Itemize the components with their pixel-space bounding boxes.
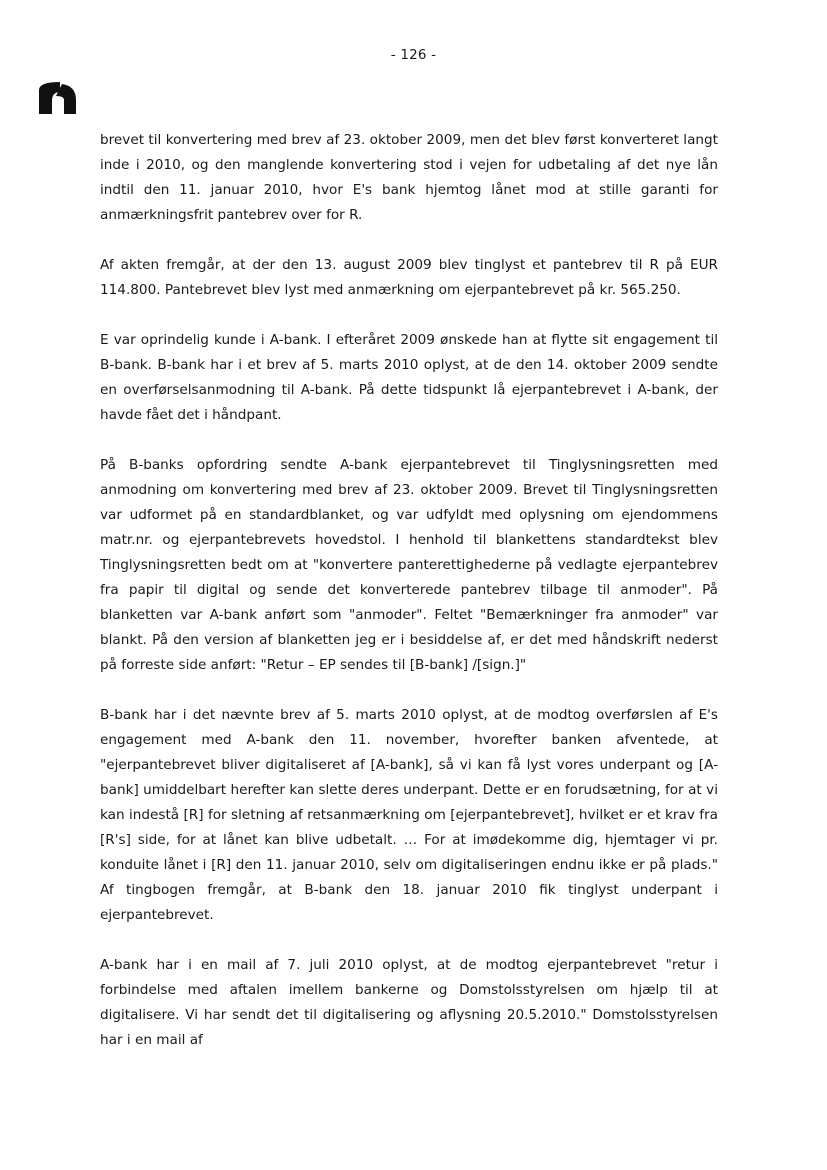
paragraph: A-bank har i en mail af 7. juli 2010 oplyst, at de modtog ejerpantebrevet "retur i forbindelse med aftalen imellem bankerne og Domstolsstyrelsen om hjælp til at digitalisere. Vi har sendt det til digitalisering og aflysning 20.5.2010." Domstolsstyrelsen har i en mail af bbox=[100, 957, 718, 1048]
page-number: - 126 - bbox=[390, 47, 437, 63]
paragraph: På B-banks opfordring sendte A-bank ejerpantebrevet til Tinglysningsretten med anmodning om konvertering med brev af 23. oktober 2009. Brevet til Tinglysningsretten var udformet på en standardblanket, og var udfyldt med oplysning om ejendommens matr.nr. og ejerpantebrevets hovedstol. I henhold til blankettens standardtekst blev Tinglysningsretten bedt om at "konvertere panterettighederne på vedlagte ejerpantebrev fra papir til digital og sende det konverterede pantebrev tilbage til anmoder". På blanketten var A-bank anført som "anmoder". Feltet "Bemærkninger fra anmoder" var blankt. På den version af blanketten jeg er i besiddelse af, er det med håndskrift nederst på forreste side anført: "Retur – EP sendes til [B-bank] /[sign.]" bbox=[100, 457, 718, 673]
body-text bbox=[100, 128, 718, 1053]
paragraph: brevet til konvertering med brev af 23. oktober 2009, men det blev først konverteret langt inde i 2010, og den manglende konvertering stod i vejen for udbetaling af det nye lån indtil den 11. januar 2010, hvor E's bank hjemtog lånet mod at stille garanti for anmærkningsfrit pantebrev over for R. bbox=[100, 132, 718, 223]
paragraph: Af akten fremgår, at der den 13. august 2009 blev tinglyst et pantebrev til R på EUR 114.800. Pantebrevet blev lyst med anmærkning om ejerpantebrevet på kr. 565.250. bbox=[100, 257, 718, 298]
paragraph: B-bank har i det nævnte brev af 5. marts 2010 oplyst, at de modtog overførslen af E's engagement med A-bank den 11. november, hvorefter banken afventede, at "ejerpantebrevet bliver digitaliseret af [A-bank], så vi kan få lyst vores underpant og [A-bank] umiddelbart herefter kan slette deres underpant. Dette er en forudsætning, for at vi kan indestå [R] for sletning af retsanmærkning om [ejerpantebrevet], hvilket er et krav fra [R's] side, for at lånet kan blive udbetalt. … For at imødekomme dig, hjemtager vi pr. konduite lånet i [R] den 11. januar 2010, selv om digitaliseringen endnu ikke er på plads." Af tingbogen fremgår, at B-bank den 18. januar 2010 fik tinglyst underpant i ejerpantebrevet. bbox=[100, 707, 718, 923]
publisher-logo-icon bbox=[36, 80, 78, 118]
paragraph: E var oprindelig kunde i A-bank. I efteråret 2009 ønskede han at flytte sit engagement til B-bank. B-bank har i et brev af 5. marts 2010 oplyst, at de den 14. oktober 2009 sendte en overførselsanmodning til A-bank. På dette tidspunkt lå ejerpantebrevet i A-bank, der havde fået det i håndpant. bbox=[100, 332, 718, 423]
